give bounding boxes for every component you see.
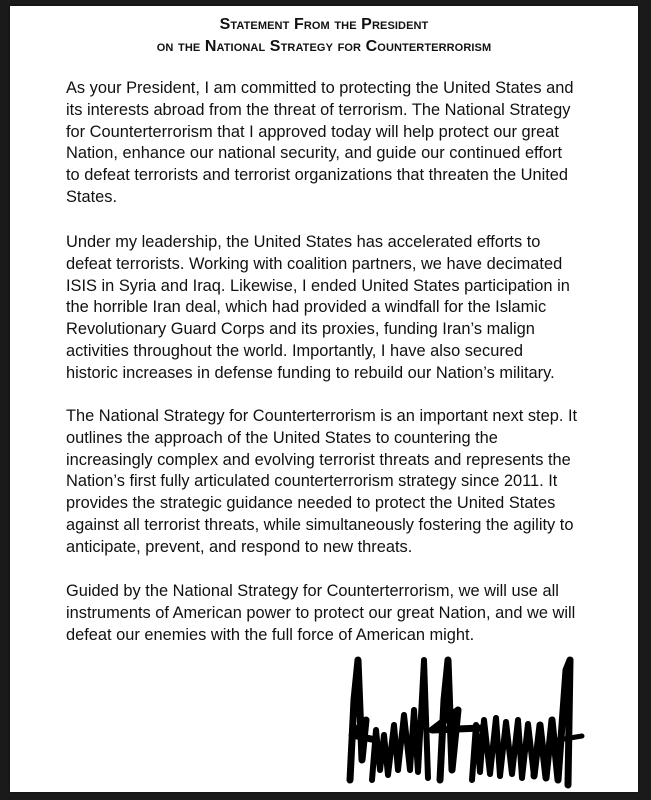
paragraph-line: As your President, I am committed to protecting the United States and	[66, 79, 574, 97]
paragraph-line: to defeat terrorists and terrorist organizations that threaten the United	[66, 166, 569, 185]
paragraph-line: Guided by the National Strategy for Counterterrorism, we will use all	[66, 582, 559, 600]
paragraph-line: Nation’s first fully articulated counterterrorism strategy since 2011. It	[66, 472, 558, 491]
paragraph-1	[66, 78, 616, 209]
paragraph-line: provides the strategic guidance needed to protect the United States	[66, 494, 556, 513]
paragraph-4	[66, 581, 616, 646]
paragraph-line: defeat terrorists. Working with coalition partners, we have decimated	[66, 254, 563, 273]
paragraph-line: Nation, enhance our national security, and guide our continued effort	[66, 144, 563, 163]
paragraph-line: activities throughout the world. Importantly, I have also secured	[66, 341, 524, 360]
paragraph-line: The National Strategy for Counterterrorism is an important next step. It	[66, 407, 578, 425]
statement-subtitle: on the National Strategy for Counterterrorism	[156, 38, 492, 55]
paragraph-line: Under my leadership, the United States has accelerated efforts to	[66, 233, 541, 251]
signature-icon	[332, 640, 594, 790]
paragraph-line: its interests abroad from the threat of terrorism. The National Strategy	[66, 100, 571, 119]
paragraph-line: increasingly complex and evolving terrorist threats and represents the	[66, 450, 571, 469]
paragraph-2	[66, 232, 616, 385]
paragraph-line: instruments of American power to protect our great Nation, and we will	[66, 603, 576, 622]
paragraph-line: the horrible Iran deal, which had provided a windfall for the Islamic	[66, 298, 547, 317]
paragraph-line: historic increases in defense funding to rebuild our Nation’s military.	[66, 363, 555, 382]
paragraph-line: anticipate, prevent, and respond to new threats.	[66, 537, 413, 556]
statement-title: Statement From the President	[219, 16, 429, 33]
paragraph-line: Revolutionary Guard Corps and its proxies, funding Iran’s malign	[66, 320, 535, 339]
paragraph-line: outlines the approach of the United States to countering the	[66, 428, 498, 447]
paragraph-line: ISIS in Syria and Iraq. Likewise, I ended United States participation in	[66, 276, 570, 295]
paragraph-line: against all terrorist threats, while simultaneously fostering the agility to	[66, 515, 574, 534]
document-page	[10, 6, 638, 792]
paragraph-line: States.	[66, 187, 118, 206]
paragraph-line: defeat our enemies with the full force of American might.	[66, 625, 475, 644]
paragraph-3	[66, 406, 616, 559]
paragraph-line: for Counterterrorism that I approved today will help protect our great	[66, 122, 559, 141]
